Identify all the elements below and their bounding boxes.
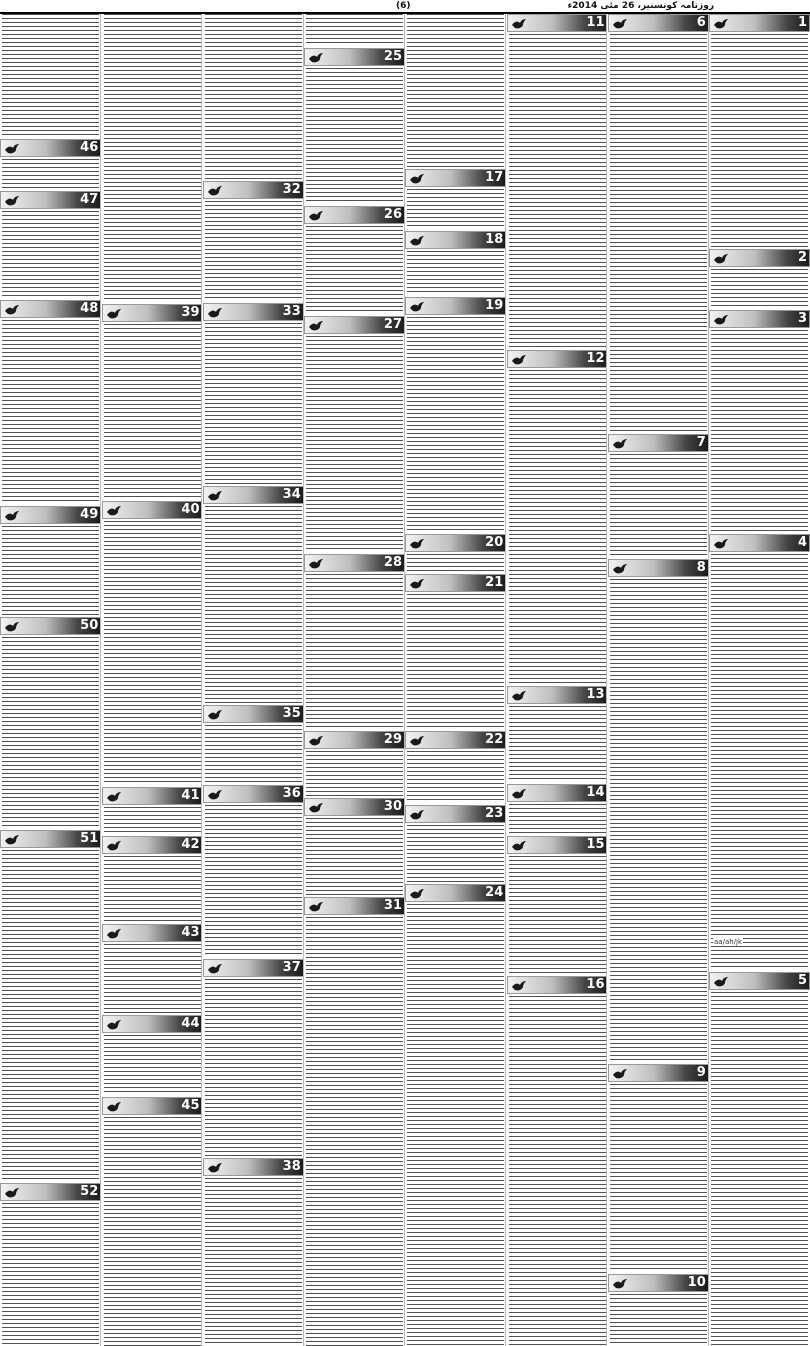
question-number: 16 xyxy=(586,977,605,992)
article-body-text xyxy=(304,336,405,552)
question-header xyxy=(203,785,304,803)
article-body-text xyxy=(304,917,405,1346)
question-number: 4 xyxy=(797,535,807,550)
question-number: 31 xyxy=(383,898,402,913)
page-column xyxy=(709,14,810,1346)
question-header xyxy=(102,1097,203,1115)
question-header xyxy=(0,506,101,524)
article-body-text xyxy=(608,34,709,432)
page-column xyxy=(0,14,101,1346)
question-header xyxy=(507,976,608,994)
question-number: 30 xyxy=(383,799,402,814)
article-body-text xyxy=(405,751,506,803)
question-number: 25 xyxy=(383,49,402,64)
bird-icon xyxy=(612,438,628,450)
bird-icon xyxy=(106,1019,122,1031)
question-header xyxy=(0,1183,101,1201)
question-header xyxy=(709,310,810,328)
question-header xyxy=(405,884,506,902)
question-header xyxy=(405,574,506,592)
bird-icon xyxy=(308,320,324,332)
bird-icon xyxy=(207,963,223,975)
article-body-text xyxy=(0,320,101,504)
bird-icon xyxy=(207,490,223,502)
question-number: 17 xyxy=(485,170,504,185)
question-header xyxy=(709,14,810,32)
article-body-text xyxy=(405,189,506,229)
article-body-text xyxy=(203,201,304,301)
question-header xyxy=(608,1064,709,1082)
article-body-text xyxy=(608,1084,709,1272)
bird-icon xyxy=(409,538,425,550)
question-header xyxy=(507,350,608,368)
bird-icon xyxy=(713,314,729,326)
question-header xyxy=(709,249,810,267)
question-number: 19 xyxy=(485,298,504,313)
question-header xyxy=(304,897,405,915)
question-header xyxy=(102,924,203,942)
question-header xyxy=(405,731,506,749)
page-column xyxy=(203,14,304,1346)
bird-icon xyxy=(713,253,729,265)
article-body-text xyxy=(507,706,608,782)
question-number: 7 xyxy=(696,435,706,450)
article-body-text xyxy=(203,725,304,783)
article-body-text xyxy=(102,944,203,1013)
bird-icon xyxy=(511,354,527,366)
article-body-text xyxy=(507,34,608,348)
question-number: 24 xyxy=(485,885,504,900)
article-body-text xyxy=(203,1178,304,1346)
question-number: 52 xyxy=(80,1184,99,1199)
question-header xyxy=(304,798,405,816)
question-number: 20 xyxy=(485,535,504,550)
article-body-text xyxy=(0,526,101,615)
question-number: 9 xyxy=(696,1065,706,1080)
article-body-text xyxy=(102,14,203,302)
question-number: 45 xyxy=(181,1098,200,1113)
question-number: 38 xyxy=(282,1159,301,1174)
question-header xyxy=(608,434,709,452)
question-number: 22 xyxy=(485,732,504,747)
question-header xyxy=(507,836,608,854)
question-number: 35 xyxy=(282,706,301,721)
page-column xyxy=(102,14,203,1346)
bird-icon xyxy=(308,735,324,747)
question-header xyxy=(304,206,405,224)
article-body-text xyxy=(405,554,506,572)
article-body-text xyxy=(203,323,304,484)
newspaper-page xyxy=(0,14,810,1346)
question-header xyxy=(203,1158,304,1176)
question-header xyxy=(102,304,203,322)
question-number: 21 xyxy=(485,575,504,590)
question-number: 50 xyxy=(80,618,99,633)
page-number: (6) xyxy=(396,1,411,11)
question-header xyxy=(203,181,304,199)
question-header xyxy=(304,554,405,572)
bird-icon xyxy=(612,563,628,575)
question-number: 49 xyxy=(80,507,99,522)
article-body-text xyxy=(304,68,405,204)
question-number: 3 xyxy=(797,311,807,326)
article-body-text xyxy=(405,594,506,729)
bird-icon xyxy=(308,901,324,913)
bird-icon xyxy=(511,690,527,702)
article-body-text xyxy=(304,751,405,796)
article-body-text xyxy=(0,211,101,298)
question-number: 23 xyxy=(485,806,504,821)
bird-icon xyxy=(308,558,324,570)
question-number: 14 xyxy=(586,785,605,800)
bird-icon xyxy=(409,735,425,747)
article-body-text xyxy=(102,807,203,834)
bird-icon xyxy=(4,510,20,522)
article-body-text xyxy=(304,14,405,46)
bird-icon xyxy=(4,834,20,846)
bird-icon xyxy=(511,980,527,992)
question-number: 12 xyxy=(586,351,605,366)
question-header xyxy=(507,784,608,802)
article-body-text xyxy=(102,856,203,922)
article-body-text xyxy=(102,324,203,499)
article-body-text xyxy=(507,804,608,834)
question-number: 6 xyxy=(696,15,706,30)
question-header xyxy=(405,169,506,187)
bird-icon xyxy=(409,888,425,900)
question-header xyxy=(0,300,101,318)
question-number: 18 xyxy=(485,232,504,247)
question-number: 42 xyxy=(181,837,200,852)
question-number: 46 xyxy=(80,140,99,155)
article-body-text xyxy=(304,818,405,895)
bird-icon xyxy=(511,840,527,852)
question-number: 5 xyxy=(797,973,807,988)
question-header xyxy=(507,686,608,704)
question-header xyxy=(405,297,506,315)
question-number: 33 xyxy=(282,304,301,319)
question-header xyxy=(203,959,304,977)
question-number: 8 xyxy=(696,560,706,575)
bird-icon xyxy=(106,1101,122,1113)
article-body-text xyxy=(608,454,709,557)
question-header xyxy=(405,805,506,823)
question-number: 51 xyxy=(80,831,99,846)
page-column xyxy=(608,14,709,1346)
bird-icon xyxy=(207,709,223,721)
bird-icon xyxy=(409,173,425,185)
article-body-text xyxy=(0,14,101,137)
article-body-text xyxy=(709,554,810,970)
question-number: 2 xyxy=(797,250,807,265)
article-body-text xyxy=(304,226,405,314)
question-number: 39 xyxy=(181,305,200,320)
bird-icon xyxy=(308,52,324,64)
article-body-text xyxy=(102,1117,203,1346)
question-number: 28 xyxy=(383,555,402,570)
bird-icon xyxy=(4,621,20,633)
article-body-text xyxy=(405,251,506,295)
question-header xyxy=(102,1015,203,1033)
article-body-text xyxy=(608,579,709,1062)
question-header xyxy=(0,830,101,848)
bird-icon xyxy=(409,301,425,313)
bird-icon xyxy=(713,976,729,988)
page-column xyxy=(405,14,506,1346)
question-header xyxy=(405,534,506,552)
bird-icon xyxy=(4,1187,20,1199)
question-number: 27 xyxy=(383,317,402,332)
article-body-text xyxy=(709,34,810,247)
question-number: 44 xyxy=(181,1016,200,1031)
article-body-text xyxy=(608,1294,709,1346)
bird-icon xyxy=(511,18,527,30)
question-header xyxy=(203,303,304,321)
article-body-text xyxy=(405,825,506,882)
bird-icon xyxy=(106,840,122,852)
question-header xyxy=(709,972,810,990)
question-header xyxy=(304,48,405,66)
question-header xyxy=(0,191,101,209)
page-header xyxy=(0,0,810,14)
article-body-text xyxy=(709,330,810,532)
article-body-text xyxy=(709,992,810,1346)
question-header xyxy=(203,486,304,504)
question-number: 15 xyxy=(586,837,605,852)
article-body-text xyxy=(507,370,608,684)
bird-icon xyxy=(4,304,20,316)
question-number: 36 xyxy=(282,786,301,801)
bird-icon xyxy=(612,1068,628,1080)
question-header xyxy=(608,559,709,577)
question-header xyxy=(0,139,101,157)
question-header xyxy=(304,316,405,334)
bird-icon xyxy=(106,928,122,940)
article-body-text xyxy=(203,979,304,1156)
page-column xyxy=(304,14,405,1346)
question-number: 47 xyxy=(80,192,99,207)
question-number: 37 xyxy=(282,960,301,975)
bird-icon xyxy=(106,308,122,320)
article-body-text xyxy=(507,996,608,1346)
question-number: 41 xyxy=(181,788,200,803)
article-body-text xyxy=(0,850,101,1181)
article-body-text xyxy=(507,856,608,974)
question-number: 26 xyxy=(383,207,402,222)
bird-icon xyxy=(4,195,20,207)
question-header xyxy=(507,14,608,32)
question-number: 13 xyxy=(586,687,605,702)
article-body-text xyxy=(102,1035,203,1095)
question-number: 40 xyxy=(181,502,200,517)
question-number: 11 xyxy=(586,15,605,30)
question-number: 48 xyxy=(80,301,99,316)
question-number: 34 xyxy=(282,487,301,502)
question-header xyxy=(608,14,709,32)
question-number: 32 xyxy=(282,182,301,197)
bird-icon xyxy=(409,809,425,821)
question-header xyxy=(203,705,304,723)
article-body-text xyxy=(203,14,304,179)
bird-icon xyxy=(409,578,425,590)
question-header xyxy=(709,534,810,552)
question-header xyxy=(102,501,203,519)
bird-icon xyxy=(612,18,628,30)
bird-icon xyxy=(409,235,425,247)
bird-icon xyxy=(308,210,324,222)
bird-icon xyxy=(106,505,122,517)
article-body-text xyxy=(102,521,203,785)
article-body-text xyxy=(203,506,304,703)
article-body-text xyxy=(709,269,810,308)
article-body-text xyxy=(304,574,405,729)
bird-icon xyxy=(207,307,223,319)
bird-icon xyxy=(612,1278,628,1290)
question-header xyxy=(304,731,405,749)
article-body-text xyxy=(405,317,506,532)
bird-icon xyxy=(106,791,122,803)
bird-icon xyxy=(713,18,729,30)
article-body-text xyxy=(405,14,506,167)
question-header xyxy=(0,617,101,635)
bird-icon xyxy=(308,802,324,814)
question-header xyxy=(102,787,203,805)
bird-icon xyxy=(4,143,20,155)
masthead-dateline: روزنامہ کونسنیر، 26 مئی 2014ء xyxy=(567,1,714,11)
question-number: 43 xyxy=(181,925,200,940)
article-body-text xyxy=(203,805,304,957)
question-header xyxy=(102,836,203,854)
bird-icon xyxy=(207,789,223,801)
question-number: 29 xyxy=(383,732,402,747)
page-column xyxy=(507,14,608,1346)
article-body-text xyxy=(0,159,101,189)
article-body-text xyxy=(405,904,506,1346)
bird-icon xyxy=(713,538,729,550)
question-number: 10 xyxy=(687,1275,706,1290)
question-header xyxy=(405,231,506,249)
article-body-text xyxy=(0,1203,101,1346)
bird-icon xyxy=(207,185,223,197)
bird-icon xyxy=(511,788,527,800)
question-header xyxy=(608,1274,709,1292)
reporter-initials: aa/ah/jk xyxy=(714,938,743,946)
bird-icon xyxy=(207,1162,223,1174)
article-body-text xyxy=(0,637,101,828)
question-number: 1 xyxy=(797,15,807,30)
